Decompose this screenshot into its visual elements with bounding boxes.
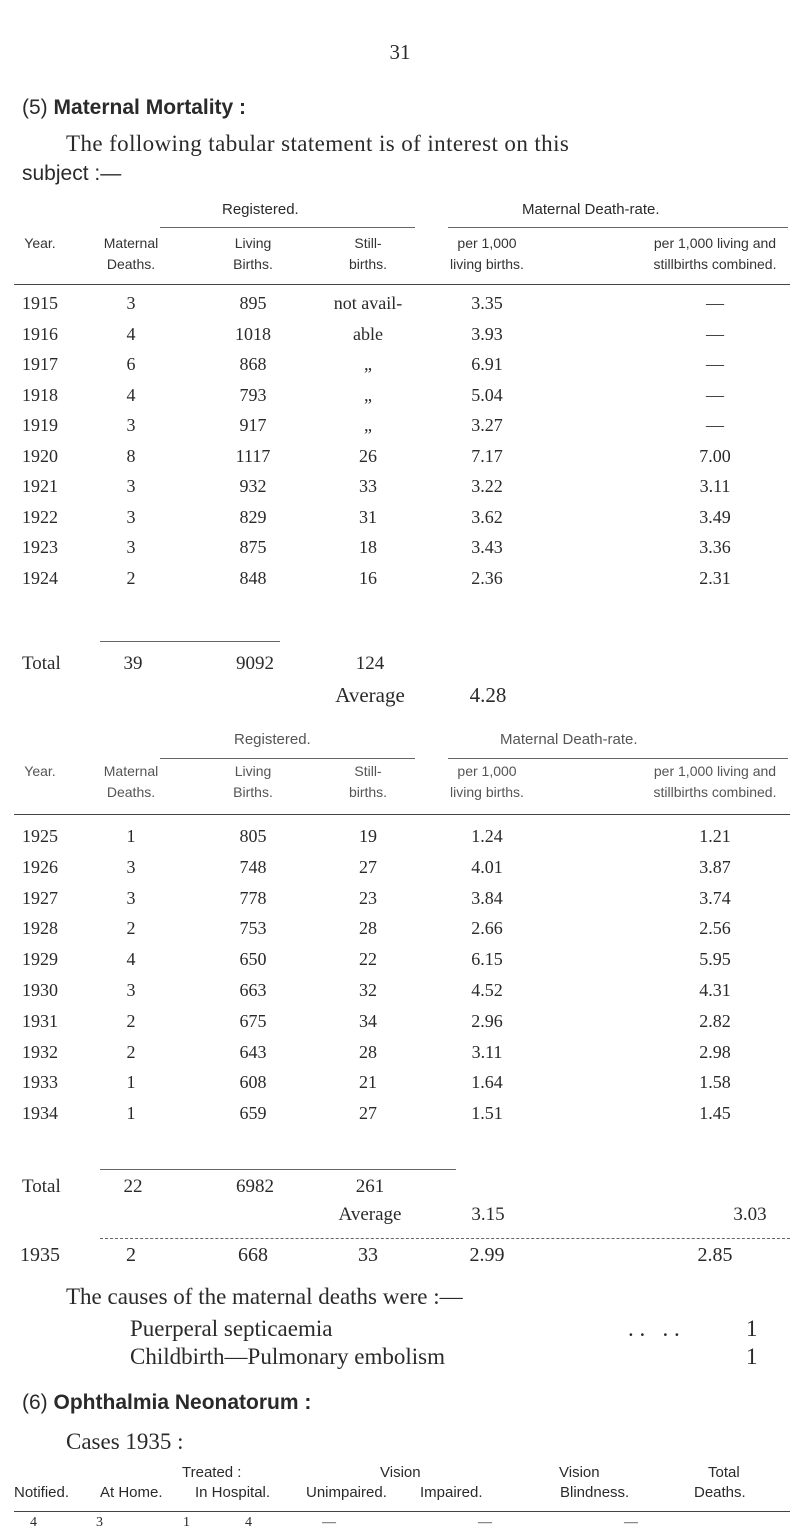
table2-cell: 3.11 xyxy=(471,1041,503,1062)
table-2-group-registered: Registered. xyxy=(234,731,311,748)
table1-cell: 848 xyxy=(239,567,267,588)
table2-cell: 3 xyxy=(126,980,136,1000)
table1-cell: — xyxy=(706,415,724,435)
table2-cell: 1926 xyxy=(22,856,58,877)
table-2-average-label: Average xyxy=(338,1204,402,1225)
table1-cell: 1920 xyxy=(22,445,58,466)
cause-1-dots: . . . . xyxy=(628,1316,680,1341)
table2-cell: 4.01 xyxy=(471,856,503,877)
table2-header-3-line1: Still- xyxy=(354,763,382,779)
table1-cell: — xyxy=(706,384,724,405)
table2-cell: 28 xyxy=(359,918,377,939)
table1-cell: 3 xyxy=(126,506,136,527)
table1-cell: 16 xyxy=(359,567,377,588)
row-1935-cell: 2.99 xyxy=(469,1244,505,1266)
section-5-title: Maternal Mortality : xyxy=(53,96,247,119)
row-1935-cell: 668 xyxy=(238,1244,268,1266)
table1-header-5-line1: per 1,000 living and xyxy=(653,235,777,251)
cause-2-count: 1 xyxy=(746,1344,758,1369)
table-2-total-rule xyxy=(100,1169,456,1170)
table2-cell: 22 xyxy=(359,949,377,970)
oph-header-3: Unimpaired. xyxy=(306,1484,387,1501)
table-2-average-combined: 3.03 xyxy=(733,1204,767,1225)
table2-cell: 608 xyxy=(239,1072,267,1093)
table2-cell: 663 xyxy=(239,980,267,1000)
table2-cell: 2 xyxy=(126,918,136,939)
table2-cell: 1.21 xyxy=(699,826,731,846)
table1-header-0-line1: Year. xyxy=(24,235,56,251)
table1-cell: 3.49 xyxy=(699,506,731,527)
oph-header-2: In Hospital. xyxy=(195,1484,271,1501)
table2-cell: 748 xyxy=(239,856,267,877)
oph-value-6: — xyxy=(624,1515,638,1530)
table1-cell: 1919 xyxy=(22,415,58,435)
oph-group-total: Total xyxy=(708,1464,740,1481)
table-1-group-rule-left xyxy=(160,227,415,228)
table1-cell: 868 xyxy=(239,354,267,374)
oph-group-treated: Treated : xyxy=(182,1464,242,1481)
table2-header-2-line1: Living xyxy=(234,763,272,779)
table2-header-3-line2: births. xyxy=(348,784,388,800)
table1-cell: 1918 xyxy=(22,384,58,405)
table2-cell: 1.58 xyxy=(699,1072,731,1093)
table1-cell: 4 xyxy=(126,384,136,405)
table2-header-0-line1: Year. xyxy=(24,763,56,779)
table1-cell: 895 xyxy=(239,293,267,313)
table1-header-2-line1: Living xyxy=(234,235,272,251)
table1-header-2-line2: Births. xyxy=(233,256,273,272)
table1-cell: 1924 xyxy=(22,567,58,588)
table2-cell: 3.74 xyxy=(699,887,731,908)
table-1-average-label: Average xyxy=(335,683,405,707)
table2-cell: 1925 xyxy=(22,826,58,846)
row-1935-cell: 2 xyxy=(126,1244,136,1266)
table2-cell: 753 xyxy=(239,918,267,939)
table-1-total-births: 9092 xyxy=(236,653,274,674)
table2-cell: 19 xyxy=(359,826,377,846)
table-1-group-registered: Registered. xyxy=(222,201,299,218)
table1-cell: 1917 xyxy=(22,354,58,374)
cause-1-label: Puerperal septicaemia xyxy=(130,1316,333,1341)
table1-cell: 1117 xyxy=(235,445,271,466)
table2-header-4-line2: living births. xyxy=(450,784,524,800)
intro-line-2: subject :— xyxy=(22,162,122,185)
table1-cell: „ xyxy=(364,354,372,374)
table-1-total-stillbirths: 124 xyxy=(355,653,385,674)
oph-header-0: Notified. xyxy=(14,1484,70,1501)
table1-cell: 26 xyxy=(359,445,377,466)
table2-cell: 778 xyxy=(239,887,267,908)
table-1-total-rule xyxy=(100,641,280,642)
oph-value-3: 4 xyxy=(245,1515,252,1530)
table1-cell: 3.35 xyxy=(471,293,503,313)
table2-cell: 1.24 xyxy=(471,826,503,846)
table1-cell: — xyxy=(706,293,724,313)
table2-cell: 675 xyxy=(239,1010,267,1031)
table1-cell: 6 xyxy=(126,354,136,374)
table1-cell: 3.27 xyxy=(471,415,503,435)
table-1-group-rate: Maternal Death-rate. xyxy=(522,201,660,218)
table2-cell: 1.51 xyxy=(471,1103,503,1124)
table1-header-4-line1: per 1,000 xyxy=(457,235,517,251)
table1-cell: „ xyxy=(364,384,372,405)
table2-cell: 3.87 xyxy=(699,856,731,877)
table2-cell: 1927 xyxy=(22,887,58,908)
table2-cell: 2.56 xyxy=(699,918,731,939)
table2-cell: 650 xyxy=(239,949,267,970)
row-1935-cell: 1935 xyxy=(20,1244,60,1266)
table1-cell: 31 xyxy=(359,506,377,527)
table-2-group-rule-left xyxy=(160,758,415,759)
table1-header-1-line2: Deaths. xyxy=(106,256,156,272)
table2-cell: 2.98 xyxy=(699,1041,731,1062)
table1-cell: 18 xyxy=(359,537,377,557)
table1-cell: 2.36 xyxy=(471,567,503,588)
table-2-header-rule xyxy=(14,814,790,815)
table2-cell: 4.52 xyxy=(471,980,503,1000)
table1-cell: 1915 xyxy=(22,293,58,313)
table2-cell: 2.82 xyxy=(699,1010,731,1031)
table2-cell: 2.96 xyxy=(471,1010,503,1031)
section-5-heading xyxy=(22,96,246,120)
table2-cell: 1933 xyxy=(22,1072,58,1093)
table2-cell: 3 xyxy=(126,887,136,908)
table2-cell: 659 xyxy=(239,1103,267,1124)
table1-cell: 3.36 xyxy=(699,537,731,557)
row-1935-cell: 33 xyxy=(358,1244,378,1266)
table1-cell: 3 xyxy=(126,293,136,313)
table1-cell: not avail- xyxy=(333,293,403,313)
oph-value-2: 1 xyxy=(183,1515,190,1530)
table2-cell: 4.31 xyxy=(699,980,731,1000)
table-2-total-stillbirths: 261 xyxy=(355,1176,385,1197)
table1-cell: 1922 xyxy=(22,506,58,527)
table1-cell: 875 xyxy=(239,537,267,557)
table1-cell: 3.43 xyxy=(471,537,503,557)
table2-cell: 2 xyxy=(126,1010,136,1031)
table2-cell: 1931 xyxy=(22,1010,58,1031)
table2-header-1-line2: Deaths. xyxy=(106,784,156,800)
table1-cell: 917 xyxy=(239,415,267,435)
table2-cell: 1929 xyxy=(22,949,58,970)
table2-cell: 2.66 xyxy=(471,918,503,939)
causes-intro: The causes of the maternal deaths were :— xyxy=(66,1284,463,1309)
table2-cell: 1930 xyxy=(22,980,58,1000)
table2-cell: 32 xyxy=(359,980,377,1000)
table-1-total-deaths: 39 xyxy=(123,653,143,674)
cause-2-label: Childbirth—Pulmonary embolism xyxy=(130,1344,445,1369)
table-2-total-deaths: 22 xyxy=(123,1176,143,1197)
cause-1-count: 1 xyxy=(746,1316,758,1341)
cases-label: Cases 1935 : xyxy=(66,1429,184,1454)
table2-cell: 2 xyxy=(126,1041,136,1062)
table1-cell: 3 xyxy=(126,415,136,435)
oph-group-vision-2: Vision xyxy=(559,1464,600,1481)
table1-cell: 3.11 xyxy=(699,476,731,496)
table2-header-5-line2: stillbirths combined. xyxy=(653,784,777,800)
table2-header-2-line2: Births. xyxy=(233,784,273,800)
oph-group-vision-1: Vision xyxy=(380,1464,421,1481)
table-1-total-label: Total xyxy=(22,653,61,674)
table2-cell: 28 xyxy=(359,1041,377,1062)
table2-cell: 4 xyxy=(126,949,136,970)
table2-header-1-line1: Maternal xyxy=(103,763,159,779)
table1-cell: 932 xyxy=(239,476,267,496)
table1-cell: 829 xyxy=(239,506,267,527)
section-6-number: (6) xyxy=(22,1391,48,1414)
table2-header-4-line1: per 1,000 xyxy=(457,763,517,779)
oph-value-4: — xyxy=(322,1515,336,1530)
section-6-title: Ophthalmia Neonatorum : xyxy=(53,1391,312,1414)
table1-cell: 1916 xyxy=(22,323,58,344)
table2-cell: 6.15 xyxy=(471,949,503,970)
table2-cell: 27 xyxy=(359,1103,377,1124)
table-1-group-rule-right xyxy=(448,227,788,228)
table2-cell: 5.95 xyxy=(699,949,731,970)
oph-value-5: — xyxy=(478,1515,492,1530)
table1-cell: 4 xyxy=(126,323,136,344)
table1-cell: 793 xyxy=(239,384,267,405)
intro-line-1: The following tabular statement is of interest on this xyxy=(66,131,570,156)
table-2-bottom-rule xyxy=(100,1238,790,1239)
oph-header-4: Impaired. xyxy=(420,1484,483,1501)
table1-cell: 1018 xyxy=(235,323,271,344)
table2-cell: 3.84 xyxy=(471,887,503,908)
table1-cell: 2.31 xyxy=(699,567,731,588)
table1-cell: — xyxy=(706,354,724,374)
table2-cell: 21 xyxy=(359,1072,377,1093)
table1-cell: 3 xyxy=(126,476,136,496)
table1-cell: 3.62 xyxy=(471,506,503,527)
table1-header-3-line1: Still- xyxy=(354,235,382,251)
section-6-heading xyxy=(22,1391,311,1415)
table2-cell: 1 xyxy=(126,1103,136,1124)
table2-cell: 3 xyxy=(126,856,136,877)
table2-cell: 1934 xyxy=(22,1103,58,1124)
oph-header-1: At Home. xyxy=(100,1484,163,1501)
table1-cell: 33 xyxy=(359,476,377,496)
page-number: 31 xyxy=(389,40,411,64)
table1-cell: 8 xyxy=(126,445,136,466)
table1-cell: able xyxy=(353,323,383,344)
table1-cell: 1923 xyxy=(22,537,58,557)
oph-header-5: Blindness. xyxy=(560,1484,630,1501)
oph-header-6: Deaths. xyxy=(694,1484,746,1501)
table2-cell: 1932 xyxy=(22,1041,58,1062)
table2-cell: 1.64 xyxy=(471,1072,503,1093)
ophthalmia-header-rule xyxy=(14,1511,790,1512)
table2-cell: 1 xyxy=(126,826,136,846)
table1-cell: — xyxy=(706,323,724,344)
table-1-header-rule xyxy=(14,284,790,285)
table2-cell: 1 xyxy=(126,1072,136,1093)
table1-header-5-line2: stillbirths combined. xyxy=(653,256,777,272)
table1-cell: 6.91 xyxy=(471,354,503,374)
table1-cell: 1921 xyxy=(22,476,58,496)
table1-cell: 2 xyxy=(126,567,136,588)
table1-cell: 3.93 xyxy=(471,323,503,344)
table2-cell: 1.45 xyxy=(699,1103,731,1124)
table1-cell: 7.17 xyxy=(471,445,503,466)
section-5-number: (5) xyxy=(22,96,48,119)
table-1-average-rate: 4.28 xyxy=(469,683,507,707)
table1-header-3-line2: births. xyxy=(348,256,388,272)
row-1935-cell: 2.85 xyxy=(697,1244,733,1266)
table-2-total-label: Total xyxy=(22,1176,61,1197)
oph-value-1: 3 xyxy=(96,1515,103,1530)
table-2-total-births: 6982 xyxy=(236,1176,274,1197)
table2-cell: 643 xyxy=(239,1041,267,1062)
table-2-group-rate: Maternal Death-rate. xyxy=(500,731,638,748)
table2-cell: 34 xyxy=(359,1010,377,1031)
table1-cell: 3 xyxy=(126,537,136,557)
table-2-group-rule-right xyxy=(448,758,788,759)
table1-cell: 7.00 xyxy=(699,445,731,466)
table1-cell: „ xyxy=(364,415,372,435)
table1-cell: 5.04 xyxy=(471,384,503,405)
table1-header-4-line2: living births. xyxy=(450,256,524,272)
table2-cell: 27 xyxy=(359,856,377,877)
table2-cell: 1928 xyxy=(22,918,58,939)
table2-cell: 805 xyxy=(239,826,267,846)
table-2-average-rate: 3.15 xyxy=(471,1204,505,1225)
table1-cell: 3.22 xyxy=(471,476,503,496)
table2-header-5-line1: per 1,000 living and xyxy=(653,763,777,779)
oph-value-0: 4 xyxy=(30,1515,37,1530)
table2-cell: 23 xyxy=(359,887,377,908)
table1-header-1-line1: Maternal xyxy=(103,235,159,251)
